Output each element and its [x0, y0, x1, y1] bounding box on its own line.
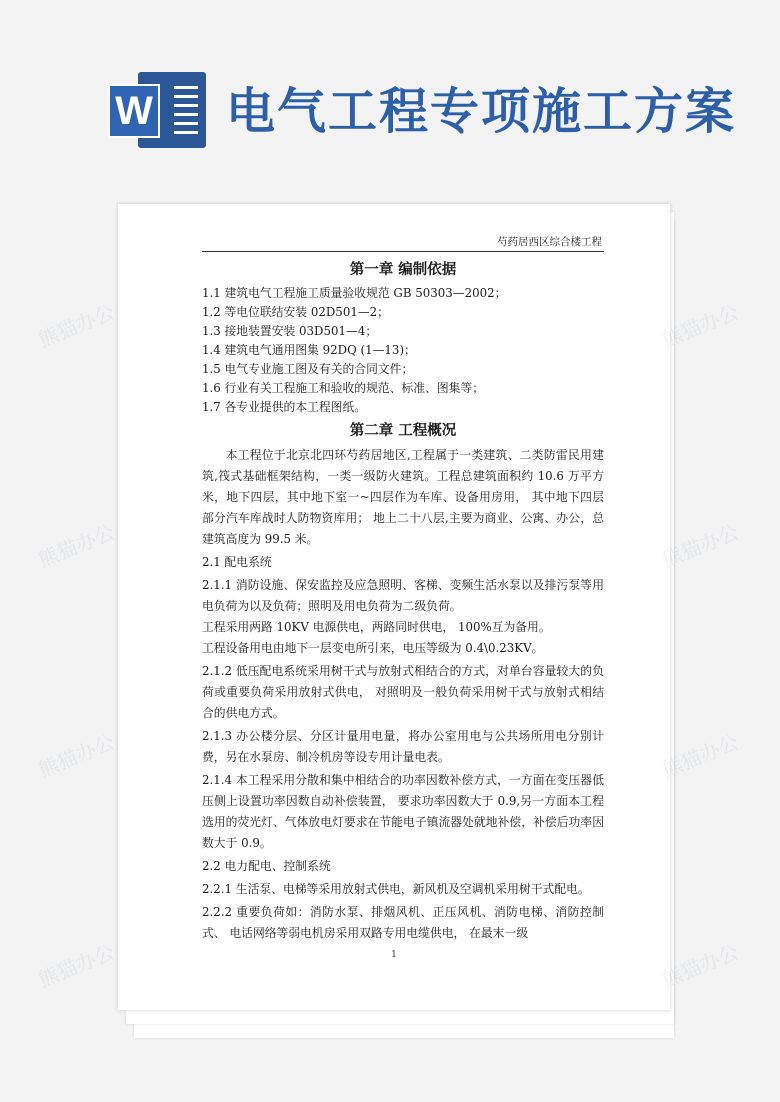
list-item: 1.1 建筑电气工程施工质量验收规范 GB 50303—2002； — [202, 286, 507, 300]
word-icon — [108, 68, 208, 152]
voltage-line: 工程设备用电由地下一层变电所引来，电压等级为 0.4\0.23KV。 — [202, 641, 544, 655]
section-2-1-1: 2.1.1 消防设施、保安监控及应急照明、客梯、变频生活水泵以及排污泵等用电负荷为以及负荷；照明及用电负荷为二级负荷。 — [202, 578, 604, 613]
watermark: 熊猫办公 — [658, 299, 743, 353]
supply-line: 工程采用两路 10KV 电源供电，两路同时供电， 100%互为备用。 — [202, 620, 551, 634]
chapter-2-title: 第二章 工程概况 — [349, 423, 457, 439]
list-item: 1.3 接地装置安装 03D501—4； — [202, 324, 378, 338]
header-rule — [202, 251, 604, 252]
banner — [0, 0, 780, 175]
section-2-2-1: 2.2.1 生活泵、电梯等采用放射式供电，新风机及空调机采用树干式配电。 — [202, 882, 590, 896]
watermark: 熊猫办公 — [658, 519, 743, 573]
watermark: 熊猫办公 — [34, 299, 119, 353]
list-item: 1.2 等电位联结安装 02D501—2； — [202, 305, 389, 319]
overview-paragraph: 本工程位于北京北四环芍药居地区,工程属于一类建筑、二类防雷民用建筑,筏式基础框架结构，一类一级防火建筑。工程总建筑面积约 10.6 万平方米，地下四层，其中地下室一~四层作为车库、设备用房用， 其中地下四层部分汽车库战时人防物资库用； 地上二十八层,主要为商业、公寓、办公，总建筑高度为 99.5 米。 — [202, 448, 604, 546]
section-2-2-title: 2.2 电力配电、控制系统 — [202, 859, 331, 873]
running-header: 芍药居西区综合楼工程 — [497, 236, 602, 248]
section-2-1-2: 2.1.2 低压配电系统采用树干式与放射式相结合的方式，对单台容量较大的负荷或重要负荷采用放射式供电， 对照明及一般负荷采用树干式与放射式相结合的供电方式。 — [202, 664, 604, 720]
list-item: 1.5 电气专业施工图及有关的合同文件； — [202, 362, 414, 376]
watermark: 熊猫办公 — [34, 729, 119, 783]
document-page — [118, 204, 670, 1010]
word-letter: W — [108, 84, 160, 138]
list-item: 1.6 行业有关工程施工和验收的规范、标准、图集等； — [202, 381, 485, 395]
page-title: 电气工程专项施工方案 — [226, 82, 737, 140]
watermark: 熊猫办公 — [658, 939, 743, 993]
page-number: 1 — [391, 950, 397, 960]
list-item: 1.4 建筑电气通用图集 92DQ (1—13)； — [202, 343, 416, 357]
section-2-1-title: 2.1 配电系统 — [202, 555, 272, 569]
watermark: 熊猫办公 — [658, 729, 743, 783]
section-2-1-4: 2.1.4 本工程采用分散和集中相结合的功率因数补偿方式，一方面在变压器低压侧上设置功率因数自动补偿装置， 要求功率因数大于 0.9,另一方面本工程选用的荧光灯、气体放电灯要求在节能电子镇流器处就地补偿，补偿后功率因数大于 0.9。 — [202, 773, 604, 850]
document-body — [202, 258, 604, 944]
chapter-1-title: 第一章 编制依据 — [349, 262, 457, 278]
watermark: 熊猫办公 — [34, 519, 119, 573]
section-2-2-2: 2.2.2 重要负荷如：消防水泵、排烟风机、正压风机、消防电梯、消防控制式、 电话网络等弱电机房采用双路专用电缆供电， 在最末一级 — [202, 905, 604, 940]
watermark: 熊猫办公 — [34, 939, 119, 993]
section-2-1-3: 2.1.3 办公楼分层、分区计量用电量，将办公室用电与公共场所用电分别计费，另在水泵房、制冷机房等设专用计量电表。 — [202, 729, 604, 764]
list-item: 1.7 各专业提供的本工程图纸。 — [202, 400, 367, 414]
